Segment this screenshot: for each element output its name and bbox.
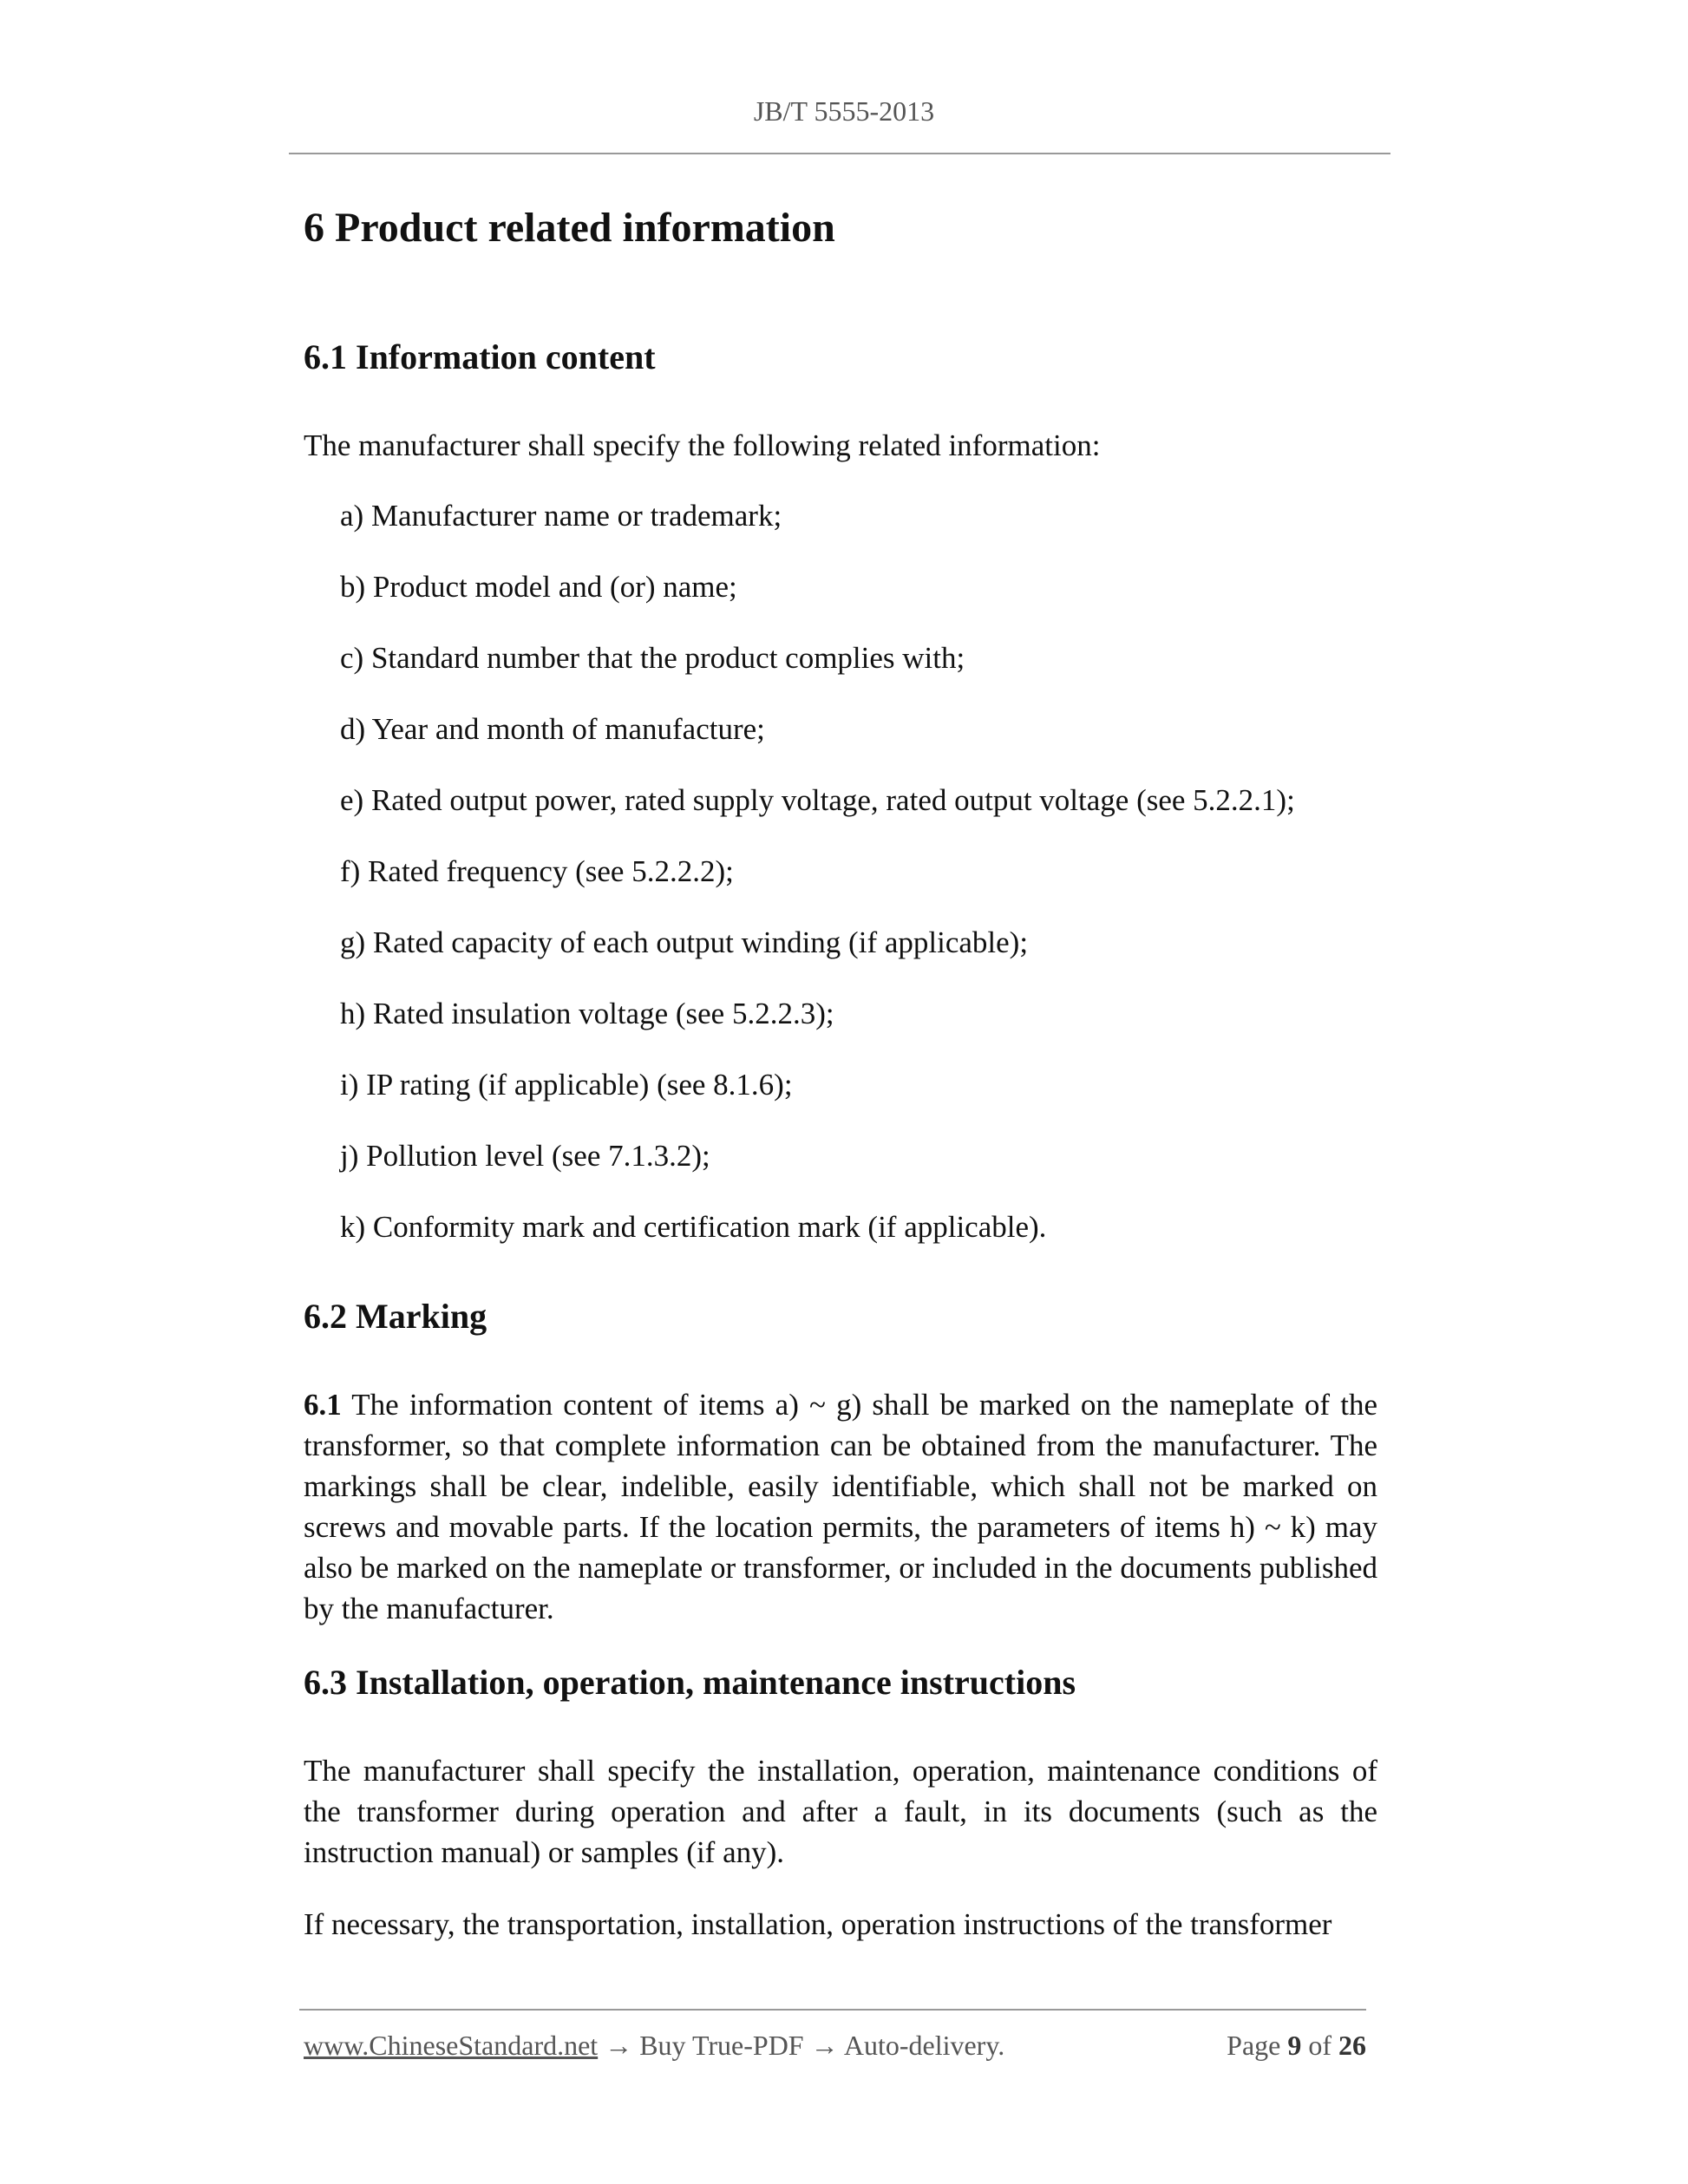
- current-page: 9: [1287, 2030, 1302, 2061]
- instructions-paragraph-1: The manufacturer shall specify the installation, operation, maintenance conditions of the transformer during operation and after a fault, in its documents (such as the instruction manual) or samples (if any).: [304, 1754, 1377, 1869]
- list-item: e) Rated output power, rated supply voltage, rated output voltage (see 5.2.2.1);: [340, 783, 1295, 817]
- information-intro: The manufacturer shall specify the following related information:: [304, 428, 1101, 462]
- buy-pdf-text: Buy True-PDF: [639, 2030, 804, 2061]
- subsection-title-6-3: 6.3 Installation, operation, maintenance instructions: [304, 1663, 1076, 1702]
- list-item: d) Year and month of manufacture;: [340, 712, 765, 746]
- instructions-paragraph-2: If necessary, the transportation, installation, operation instructions of the transformer: [304, 1907, 1332, 1941]
- list-item: g) Rated capacity of each output winding (if applicable);: [340, 925, 1029, 959]
- arrow-right-icon: →: [810, 2030, 839, 2061]
- information-list: [304, 495, 1377, 1247]
- footer-rule: [299, 2009, 1366, 2011]
- subsection-title-6-1: 6.1 Information content: [304, 337, 656, 376]
- list-item: a) Manufacturer name or trademark;: [340, 499, 782, 533]
- list-item: k) Conformity mark and certification mark (if applicable).: [340, 1210, 1047, 1244]
- of-label: of: [1308, 2030, 1331, 2061]
- clause-reference: 6.1: [304, 1388, 342, 1422]
- page-label: Page: [1227, 2030, 1281, 2061]
- list-item: c) Standard number that the product complies with;: [340, 641, 965, 675]
- marking-paragraph: [304, 1384, 1377, 1629]
- list-item: h) Rated insulation voltage (see 5.2.2.3);: [340, 997, 834, 1030]
- arrow-right-icon: →: [605, 2030, 633, 2061]
- website-link[interactable]: www.ChineseStandard.net: [304, 2030, 599, 2061]
- document-code: JB/T 5555-2013: [753, 95, 935, 127]
- subsection-title-6-2: 6.2 Marking: [304, 1297, 487, 1336]
- footer-left: [304, 2030, 1004, 2062]
- page-content: [304, 198, 1377, 1976]
- list-item: i) IP rating (if applicable) (see 8.1.6);: [340, 1068, 793, 1102]
- list-item: b) Product model and (or) name;: [340, 570, 737, 604]
- header-rule: [289, 153, 1390, 154]
- total-pages: 26: [1338, 2030, 1366, 2061]
- section-title: 6 Product related information: [304, 205, 835, 251]
- list-item: j) Pollution level (see 7.1.3.2);: [340, 1139, 710, 1173]
- auto-delivery-text: Auto-delivery.: [843, 2030, 1005, 2061]
- page-number: [1227, 2030, 1366, 2062]
- marking-text: The information content of items a) ~ g) shall be marked on the nameplate of the transformer, so that complete information can be obtained from the manufacturer. The markings shall be clear, indelible, easily identifiable, which shall not be marked on screws and movable parts. If the location permits, the parameters of items h) ~ k) may also be marked on the nameplate or transformer, or included in the documents published by the manufacturer.: [304, 1388, 1377, 1625]
- list-item: f) Rated frequency (see 5.2.2.2);: [340, 854, 734, 888]
